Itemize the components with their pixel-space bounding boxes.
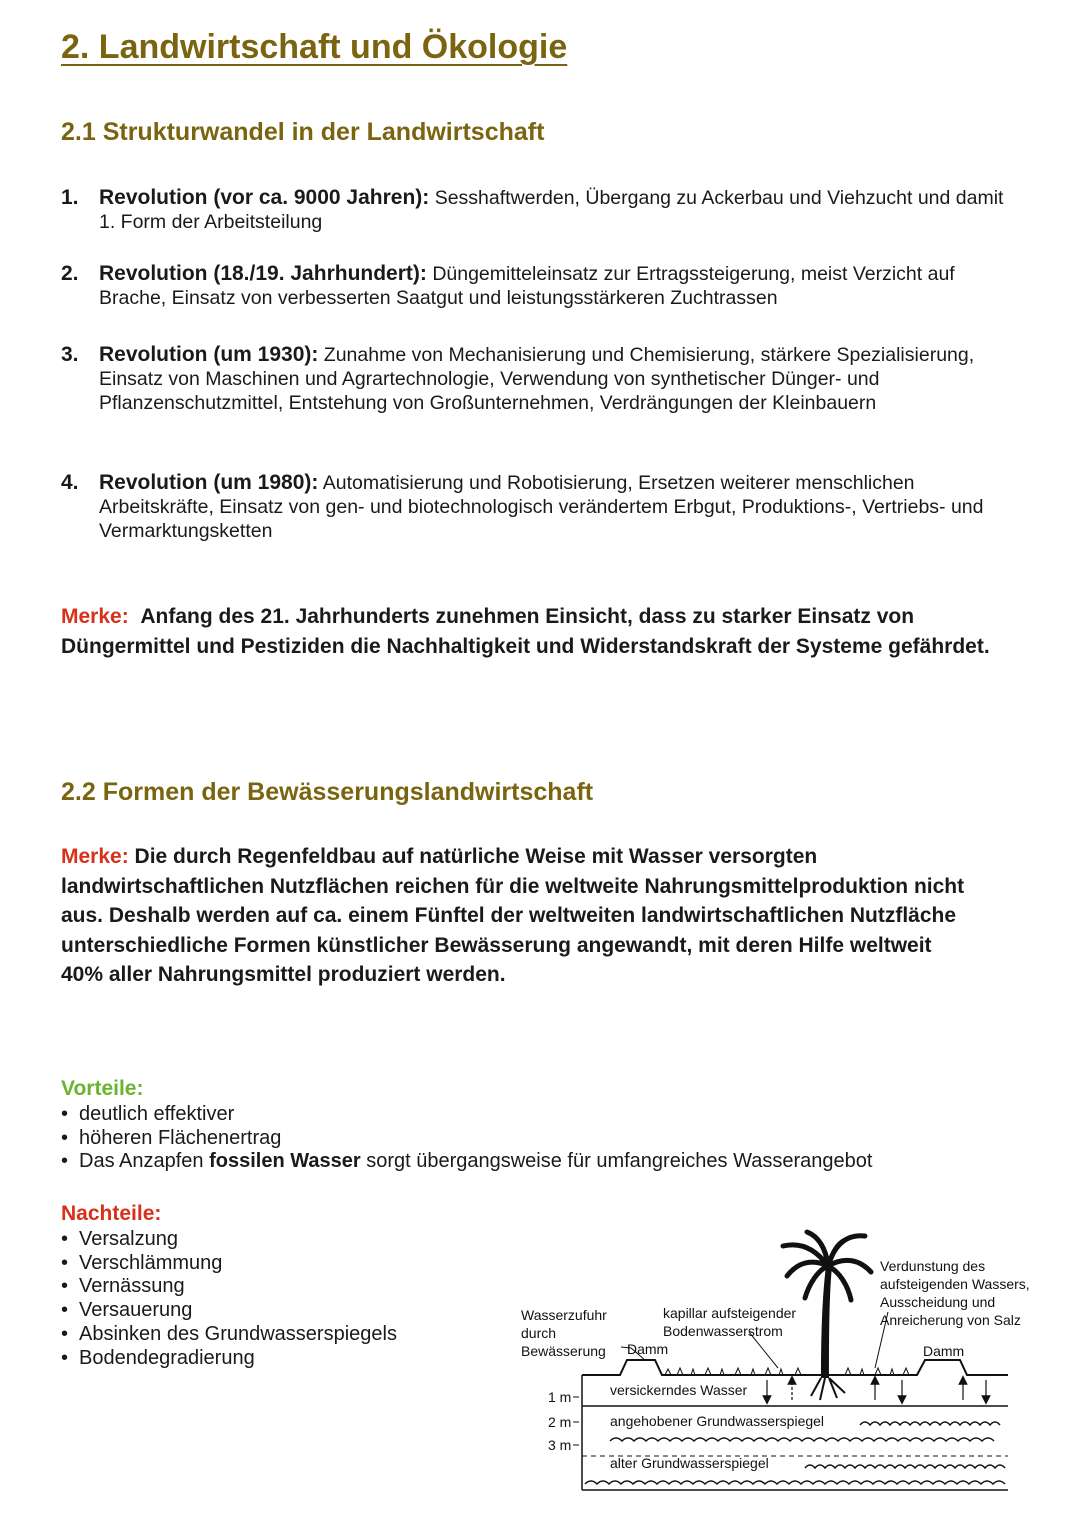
revolution-text: Sesshaftwerden, Übergang zu Ackerbau und Viehzucht und damit 1. Form der Arbeitsteilung (99, 187, 1004, 233)
list-item: • deutlich effektiver (61, 1103, 872, 1127)
revolution-heading: Revolution (18./19. Jahrhundert): (99, 262, 427, 285)
revolution-heading: Revolution (vor ca. 9000 Jahren): (99, 186, 430, 209)
revolution-text: Düngemitteleinsatz zur Ertragssteigerung, meist Verzicht auf Brache, Einsatz von verbesserten Saatgut und leistungsstärkeren Zuchtrassen (99, 263, 955, 309)
list-item: • Vernässung (61, 1275, 397, 1299)
section-heading-2-2: 2.2 Formen der Bewässerungslandwirtschaft (61, 778, 594, 806)
revolution-item-4 (61, 471, 1021, 543)
nachteile-list (61, 1228, 397, 1370)
merke-label: Merke: (61, 845, 129, 868)
label-verdunstung: Verdunstung des aufsteigenden Wassers, Ausscheidung und Anreicherung von Salz (880, 1258, 1030, 1328)
section-heading-2-1: 2.1 Strukturwandel in der Landwirtschaft (61, 118, 545, 146)
list-item: • höheren Flächenertrag (61, 1127, 872, 1151)
label-damm-right: Damm (923, 1343, 965, 1359)
merke-note-2 (61, 842, 971, 990)
label-versickernd: versickerndes Wasser (610, 1382, 748, 1398)
list-item: • Absinken des Grundwasserspiegels (61, 1323, 397, 1347)
label-wasserzufuhr: Wasserzufuhr durch Bewässerung (521, 1307, 607, 1359)
merke-note-1 (61, 602, 991, 661)
list-item: • Das Anzapfen fossilen Wasser sorgt übergangsweise für umfangreiches Wasserangebot (61, 1150, 872, 1174)
revolution-heading: Revolution (um 1930): (99, 343, 319, 366)
revolution-text: Zunahme von Mechanisierung und Chemisierung, stärkere Spezialisierung, Einsatz von Maschinen und Agrartechnologie, Verwendung von synthetischer Dünger- und Pflanzenschutzmittel, Entstehung von Großunternehmen, Verdrängungen der Kleinbauern (99, 344, 975, 414)
page-title: 2. Landwirtschaft und Ökologie (61, 28, 568, 66)
vorteile-heading: Vorteile: (61, 1077, 144, 1100)
label-kapillar: kapillar aufsteigender Bodenwasserstrom (663, 1305, 797, 1339)
revolution-text: Automatisierung und Robotisierung, Ersetzen weiterer menschlichen Arbeitskräfte, Einsatz von gen- und biotechnologisch verändertem Erbgut, Produktions-, Vertriebs- und Vermarktungsketten (99, 472, 984, 542)
depth-2m: 2 m (548, 1414, 572, 1430)
merke-label: Merke: (61, 605, 129, 628)
label-alter: alter Grundwasserspiegel (610, 1455, 769, 1471)
revolution-item-3 (61, 343, 1021, 415)
list-item: • Versauerung (61, 1299, 397, 1323)
list-item: • Versalzung (61, 1228, 397, 1252)
depth-1m: 1 m (548, 1389, 572, 1405)
depth-3m: 3 m (548, 1437, 572, 1453)
list-item: • Bodendegradierung (61, 1347, 397, 1371)
list-item: • Verschlämmung (61, 1252, 397, 1276)
vorteile-list (61, 1103, 872, 1174)
nachteile-heading: Nachteile: (61, 1202, 162, 1225)
label-damm-left: Damm (627, 1341, 669, 1357)
revolution-number: 3. (61, 343, 79, 366)
label-angehoben: angehobener Grundwasserspiegel (610, 1413, 825, 1429)
irrigation-diagram (515, 1228, 1045, 1498)
revolution-number: 2. (61, 262, 79, 285)
revolution-item-1 (61, 186, 1021, 234)
revolution-number: 1. (61, 186, 79, 209)
merke-text: Die durch Regenfeldbau auf natürliche Weise mit Wasser versorgten landwirtschaftlichen Nutzflächen reichen für die weltweite Nahrungsmittelproduktion nicht aus. Deshalb werden auf ca. einem Fünftel der weltweiten landwirtschaftlichen Nutzfläche unterschiedliche Formen künstlicher Bewässerung angewandt, mit deren Hilfe weltweit 40% aller Nahrungsmittel produziert werden. (61, 845, 965, 986)
merke-text: Anfang des 21. Jahrhunderts zunehmen Einsicht, dass zu starker Einsatz von Düngermittel und Pestiziden die Nachhaltigkeit und Widerstandskraft der Systeme gefährdet. (61, 605, 990, 658)
revolution-number: 4. (61, 471, 79, 494)
revolution-item-2 (61, 262, 1021, 310)
revolution-heading: Revolution (um 1980): (99, 471, 319, 494)
